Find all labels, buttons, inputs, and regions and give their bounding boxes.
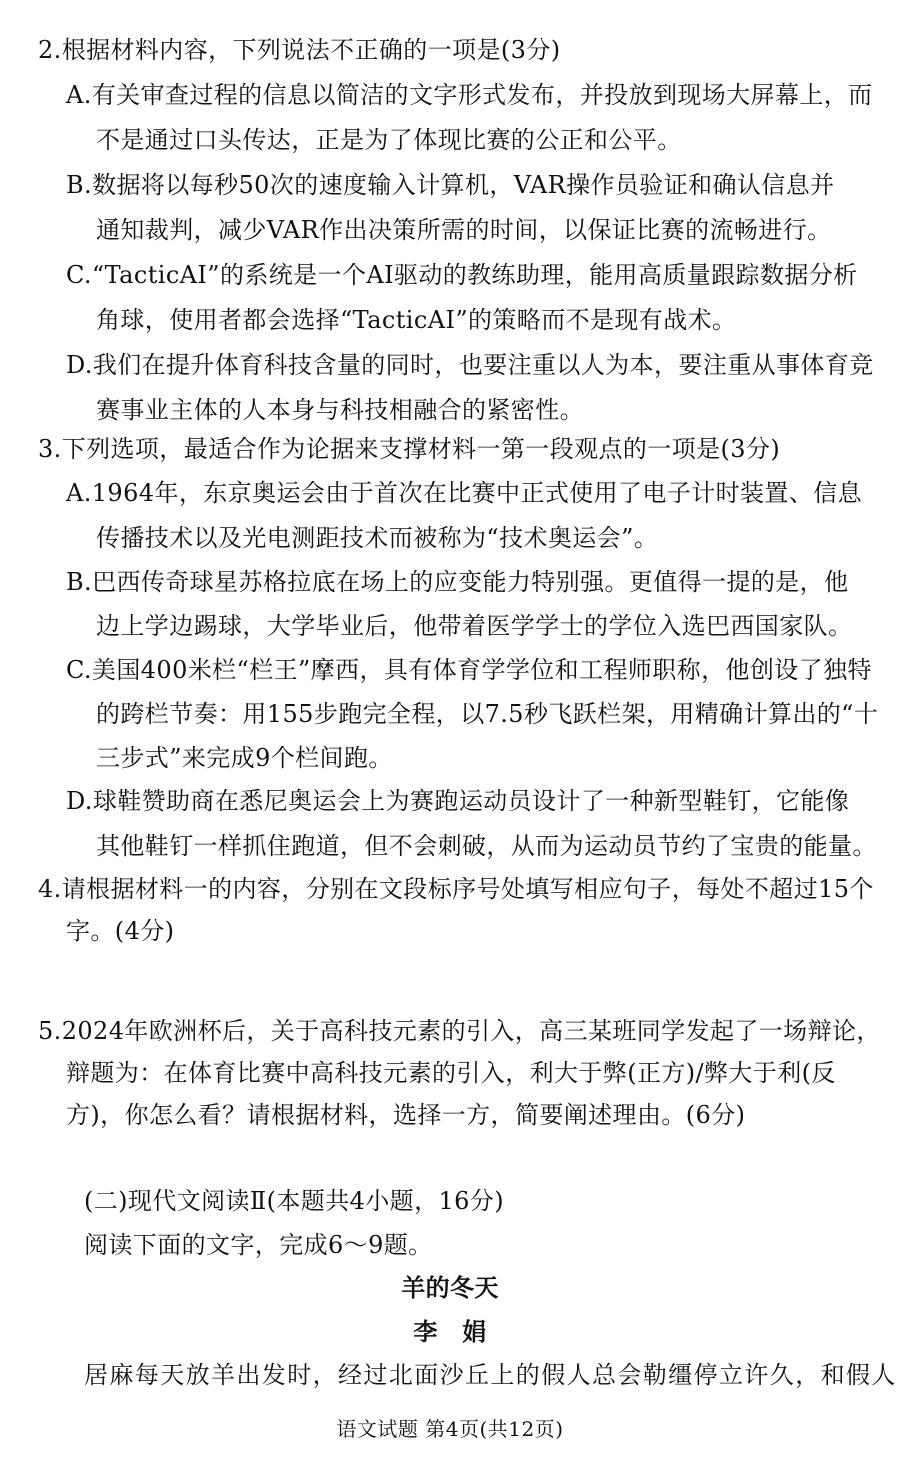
q3-option-d-line2: 其他鞋钉一样抓住跑道，但不会刺破，从而为运动员节约了宝贵的能量。 bbox=[96, 832, 877, 860]
q3-option-a-line2: 传播技术以及光电测距技术而被称为“技术奥运会”。 bbox=[96, 524, 659, 552]
q2-option-b-line2: 通知裁判，减少VAR作出决策所需的时间，以保证比赛的流畅进行。 bbox=[96, 216, 832, 244]
q5-stem-line3: 方)，你怎么看？请根据材料，选择一方，简要阐述理由。(6分) bbox=[66, 1101, 746, 1129]
q2-option-d-line1: D.我们在提升体育科技含量的同时，也要注重以人为本，要注重从事体育竞 bbox=[66, 351, 874, 379]
q2-option-a-line1: A.有关审查过程的信息以简洁的文字形式发布，并投放到现场大屏幕上，而 bbox=[66, 81, 873, 109]
q3-option-c-line1: C.美国400米栏“栏王”摩西，具有体育学学位和工程师职称，他创设了独特 bbox=[66, 656, 872, 684]
q2-option-c-line1: C.“TacticAI”的系统是一个AI驱动的教练助理，能用高质量跟踪数据分析 bbox=[66, 261, 858, 289]
q3-option-d-line1: D.球鞋赞助商在悉尼奥运会上为赛跑运动员设计了一种新型鞋钉，它能像 bbox=[66, 787, 850, 815]
q5-stem-line2: 辩题为：在体育比赛中高科技元素的引入，利大于弊(正方)/弊大于利(反 bbox=[66, 1059, 836, 1087]
article-title: 羊的冬天 bbox=[401, 1274, 499, 1302]
q2-option-b-line1: B.数据将以每秒50次的速度输入计算机，VAR操作员验证和确认信息并 bbox=[66, 171, 835, 199]
q5-stem-line1: 5.2024年欧洲杯后，关于高科技元素的引入，高三某班同学发起了一场辩论， bbox=[38, 1017, 881, 1045]
q2-option-c-line2: 角球，使用者都会选择“TacticAI”的策略而不是现有战术。 bbox=[96, 306, 737, 334]
q3-option-b-line1: B.巴西传奇球星苏格拉底在场上的应变能力特别强。更值得一提的是，他 bbox=[66, 568, 849, 596]
q4-stem-line2: 字。(4分) bbox=[66, 917, 175, 945]
q2-option-a-line2: 不是通过口头传达，正是为了体现比赛的公正和公平。 bbox=[96, 126, 682, 154]
article-author: 李 娟 bbox=[413, 1318, 487, 1346]
q3-option-c-line2: 的跨栏节奏：用155步跑完全程，以7.5秒飞跃栏架，用精确计算出的“十 bbox=[96, 700, 879, 728]
article-first-line: 居麻每天放羊出发时，经过北面沙丘上的假人总会勒缰停立许久，和假人 bbox=[84, 1361, 897, 1389]
page-footer: 语文试题 第4页(共12页) bbox=[336, 1417, 564, 1441]
q3-option-a-line1: A.1964年，东京奥运会由于首次在比赛中正式使用了电子计时装置、信息 bbox=[66, 479, 863, 507]
section-instruction: 阅读下面的文字，完成6～9题。 bbox=[84, 1231, 433, 1259]
q2-stem: 2.根据材料内容，下列说法不正确的一项是(3分) bbox=[38, 36, 561, 64]
q3-stem: 3.下列选项，最适合作为论据来支撑材料一第一段观点的一项是(3分) bbox=[38, 435, 781, 463]
section-title: (二)现代文阅读Ⅱ(本题共4小题，16分) bbox=[84, 1187, 504, 1215]
q3-option-b-line2: 边上学边踢球，大学毕业后，他带着医学学士的学位入选巴西国家队。 bbox=[96, 612, 853, 640]
q3-option-c-line3: 三步式”来完成9个栏间跑。 bbox=[96, 744, 393, 772]
q2-option-d-line2: 赛事业主体的人本身与科技相融合的紧密性。 bbox=[96, 396, 584, 424]
q4-stem-line1: 4.请根据材料一的内容，分别在文段标序号处填写相应句子，每处不超过15个 bbox=[38, 875, 874, 903]
